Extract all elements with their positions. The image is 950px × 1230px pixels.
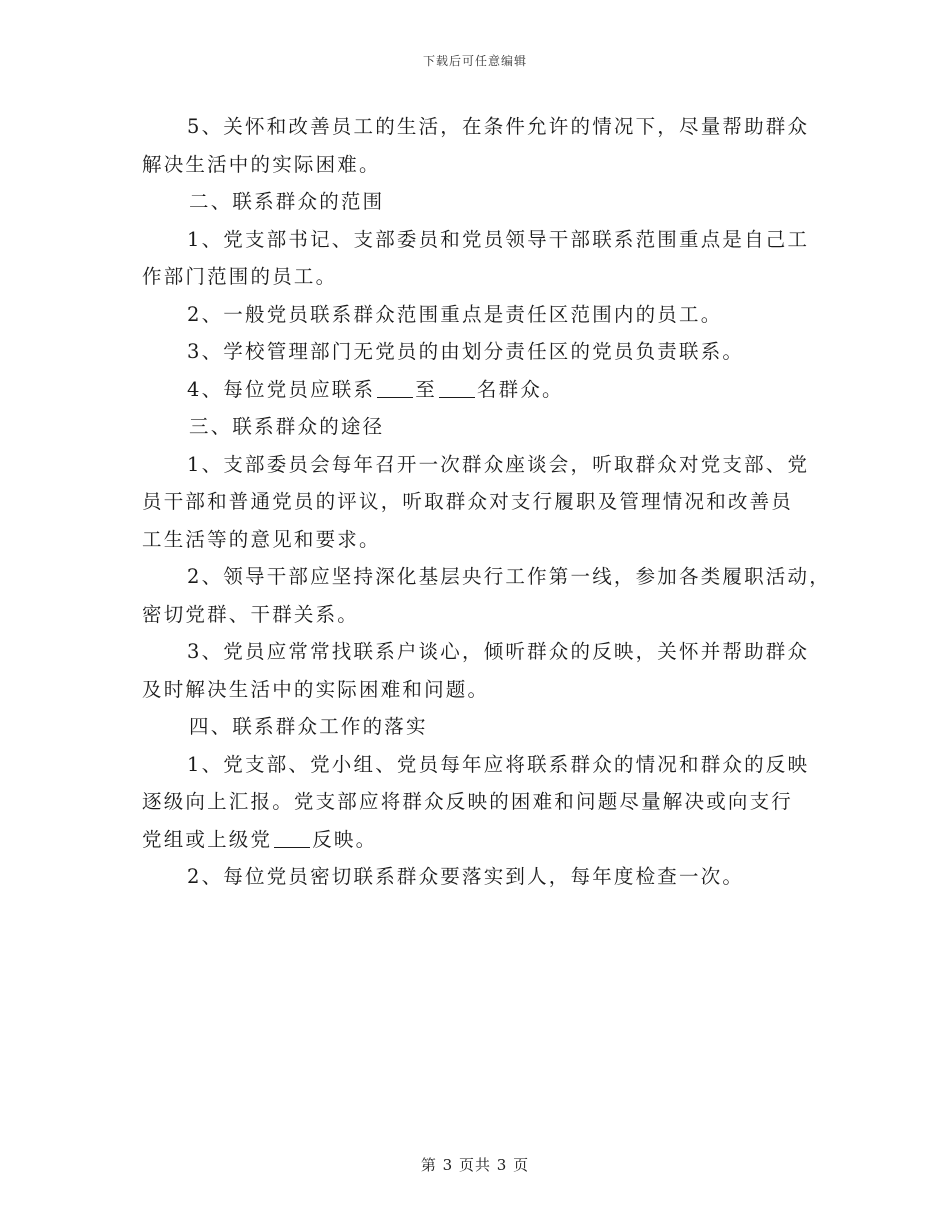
paragraph-line: 2、每位党员密切联系群众要落实到人，每年度检查一次。	[187, 865, 745, 888]
paragraph-line: 1、党支部、党小组、党员每年应将联系群众的情况和群众的反映	[187, 752, 810, 776]
page-footer: 第 3 页共 3 页	[420, 1156, 530, 1174]
paragraph-line: 逐级向上汇报。党支部应将群众反映的困难和问题尽量解决或向支行	[142, 790, 794, 813]
paragraph-line: 1、支部委员会每年召开一次群众座谈会，听取群众对党支部、党	[187, 452, 810, 476]
paragraph-line: 工生活等的意见和要求。	[142, 527, 381, 551]
section-heading: 四、联系群众工作的落实	[189, 715, 428, 738]
text-fragment: 名群众。	[476, 377, 564, 401]
document-body	[142, 108, 831, 896]
text-fragment: 至	[415, 377, 437, 401]
section-heading: 二、联系群众的范围	[189, 190, 385, 213]
paragraph-line: 解决生活中的实际困难。	[142, 152, 381, 176]
fill-in-blank	[439, 379, 475, 398]
paragraph-line: 1、党支部书记、支部委员和党员领导干部联系范围重点是自己工	[187, 227, 810, 251]
paragraph-line-with-blanks	[142, 371, 822, 409]
fill-in-blank	[377, 379, 413, 398]
paragraph-line-with-blanks	[142, 821, 822, 859]
text-fragment: 反映。	[312, 827, 378, 851]
text-fragment: 党组或上级党	[142, 827, 273, 851]
paragraph-line: 作部门范围的员工。	[142, 265, 338, 288]
paragraph-line: 2、领导干部应坚持深化基层央行工作第一线，参加各类履职活动，	[187, 565, 831, 588]
paragraph-line: 2、一般党员联系群众范围重点是责任区范围内的员工。	[187, 302, 723, 326]
paragraph-line: 员干部和普通党员的评议，听取群众对支行履职及管理情况和改善员	[142, 490, 794, 513]
text-fragment: 4、每位党员应联系	[187, 377, 376, 401]
paragraph-line: 5、关怀和改善员工的生活，在条件允许的情况下，尽量帮助群众	[187, 115, 810, 138]
page-header: 下载后可任意编辑	[422, 54, 527, 68]
section-heading: 三、联系群众的途径	[189, 415, 385, 438]
fill-in-blank	[274, 829, 310, 848]
paragraph-line: 密切党群、干群关系。	[142, 602, 360, 626]
paragraph-line: 3、党员应常常找联系户谈心，倾听群众的反映，关怀并帮助群众	[187, 640, 810, 663]
paragraph-line: 3、学校管理部门无党员的由划分责任区的党员负责联系。	[187, 340, 745, 363]
paragraph-line: 及时解决生活中的实际困难和问题。	[142, 677, 490, 701]
